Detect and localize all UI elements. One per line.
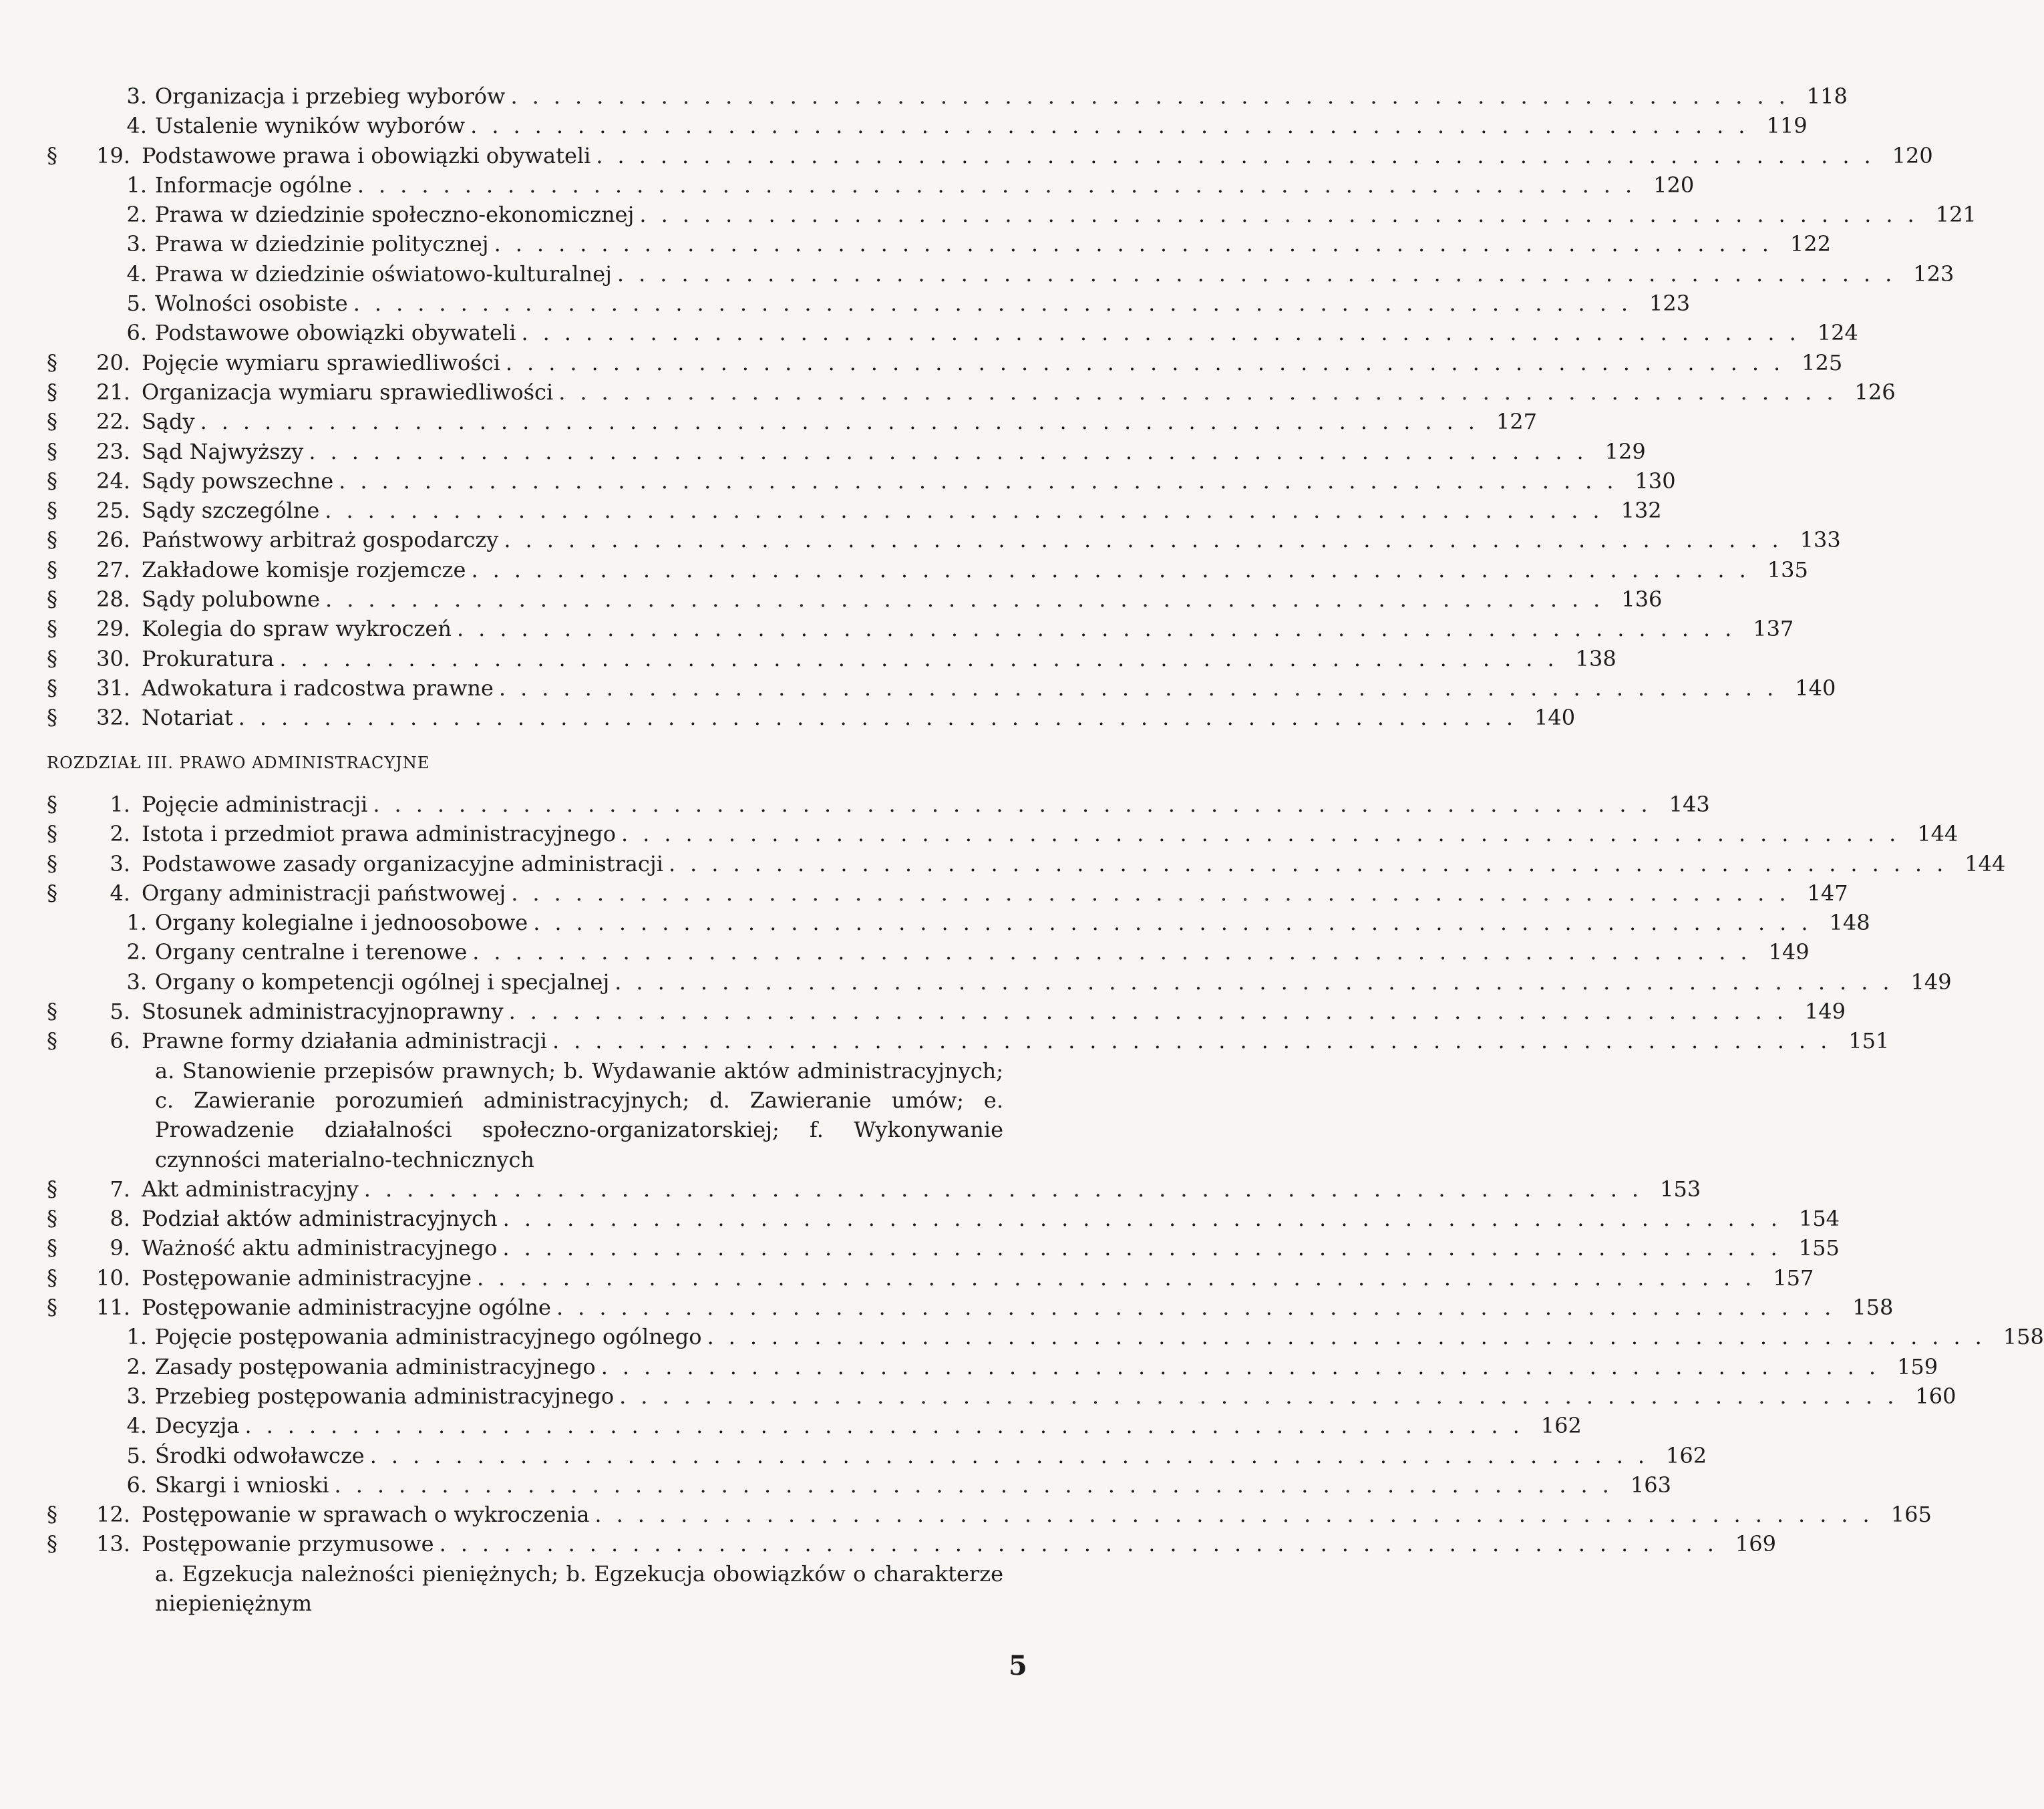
entry-title: Wolności osobiste xyxy=(155,291,348,317)
section-sign: § xyxy=(47,1265,57,1291)
toc-subentry xyxy=(47,1322,2044,1351)
section-sign: § xyxy=(47,705,57,731)
toc-entry xyxy=(47,997,1846,1026)
section-sign: § xyxy=(47,675,57,701)
entry-title-line xyxy=(142,1174,1701,1204)
toc-entry xyxy=(47,819,1958,848)
dot-leader: ............................................................ xyxy=(477,1265,1767,1291)
entry-title-line xyxy=(155,937,1810,967)
entry-number: 23. xyxy=(96,438,130,464)
dot-leader: ............................................................ xyxy=(556,1295,1846,1321)
entry-title-line xyxy=(142,555,1808,585)
entry-number: 2. xyxy=(126,1353,147,1379)
section-sign: § xyxy=(47,792,57,817)
entry-title-line xyxy=(142,1293,1894,1322)
section-sign: § xyxy=(47,616,57,642)
entry-page: 169 xyxy=(1735,1531,1776,1557)
toc-subentry xyxy=(47,170,1695,200)
toc-entry xyxy=(47,1293,1894,1322)
entry-page: 157 xyxy=(1773,1265,1814,1291)
toc-entry xyxy=(47,555,1808,585)
entry-title-line xyxy=(155,1470,1671,1500)
entry-title-line xyxy=(155,200,1977,229)
entry-number: 19. xyxy=(96,142,130,168)
entry-title-line xyxy=(142,673,1836,703)
dot-leader: ............................................................ xyxy=(621,821,1911,847)
section-sign: § xyxy=(47,1176,57,1202)
entry-title-line xyxy=(142,525,1841,554)
section-sign: § xyxy=(47,999,57,1025)
dot-leader: ............................................................ xyxy=(369,1442,1660,1468)
entry-title-line xyxy=(155,1322,2044,1351)
entry-title-line xyxy=(142,997,1846,1026)
dot-leader: ............................................................ xyxy=(494,231,1783,257)
entry-title-line xyxy=(142,819,1958,848)
dot-leader: ............................................................ xyxy=(363,1176,1654,1202)
entry-number: 4. xyxy=(126,113,147,139)
entry-title: Przebieg postępowania administracyjnego xyxy=(155,1383,615,1409)
entry-title-line xyxy=(142,1263,1814,1293)
entry-title-line xyxy=(155,81,1848,111)
entry-title: Skargi i wnioski xyxy=(155,1472,329,1498)
entry-title: Postępowanie administracyjne ogólne xyxy=(142,1295,551,1321)
entry-title-line xyxy=(142,407,1537,436)
entry-title-line xyxy=(142,496,1662,525)
entry-title: Organy kolegialne i jednoosobowe xyxy=(155,910,528,936)
entry-number: 2. xyxy=(126,202,147,228)
entry-title-line xyxy=(142,437,1646,466)
dot-leader: ............................................................ xyxy=(504,527,1794,553)
entry-number: 3. xyxy=(126,231,147,257)
toc-entry xyxy=(47,1500,1932,1529)
dot-leader: ............................................................ xyxy=(472,939,1762,965)
toc-entry xyxy=(47,673,1836,703)
entry-title: Organy administracji państwowej xyxy=(142,880,506,906)
dot-leader: ............................................................ xyxy=(325,498,1614,524)
entry-number: 4. xyxy=(126,1413,147,1439)
section-sign: § xyxy=(47,409,57,435)
entry-title-line xyxy=(155,289,1691,318)
entry-page: 165 xyxy=(1890,1502,1932,1528)
entry-title: Organy o kompetencji ogólnej i specjalnej xyxy=(155,969,610,995)
entry-title: Zasady postępowania administracyjnego xyxy=(155,1353,596,1379)
entry-page: 133 xyxy=(1800,527,1841,553)
entry-number: 24. xyxy=(96,468,130,494)
entry-page: 151 xyxy=(1848,1028,1890,1054)
entry-number: 9. xyxy=(110,1235,130,1261)
entry-title: Pojęcie postępowania administracyjnego ogólnego xyxy=(155,1324,702,1350)
toc-subpoints-paragraph: a. Egzekucja należności pieniężnych; b. Egzekucja obowiązków o charakterze niepieniężnym xyxy=(155,1560,1003,1617)
entry-page: 154 xyxy=(1798,1206,1840,1232)
dot-leader: ............................................................ xyxy=(533,910,1823,936)
entry-page: 123 xyxy=(1913,261,1954,287)
entry-number: 1. xyxy=(126,1324,147,1350)
entry-number: 32. xyxy=(96,705,130,731)
entry-number: 3. xyxy=(126,84,147,109)
entry-title: Podstawowe prawa i obowiązki obywateli xyxy=(142,142,591,168)
entry-title-line xyxy=(142,1233,1840,1263)
entry-title: Sądy powszechne xyxy=(142,468,334,494)
toc-entry xyxy=(47,849,2006,878)
dot-leader: ............................................................ xyxy=(502,1235,1792,1261)
dot-leader: ............................................................ xyxy=(238,705,1528,731)
toc-subentry xyxy=(47,111,1808,140)
dot-leader: ............................................................ xyxy=(594,1502,1884,1528)
entry-page: 137 xyxy=(1753,616,1794,642)
dot-leader: ............................................................ xyxy=(552,1028,1842,1054)
toc-entry xyxy=(47,348,1843,377)
entry-page: 118 xyxy=(1806,84,1848,109)
entry-page: 160 xyxy=(1915,1383,1956,1409)
entry-title-line xyxy=(155,1411,1582,1440)
entry-page: 162 xyxy=(1666,1442,1707,1468)
entry-number: 21. xyxy=(96,379,130,405)
toc-entry xyxy=(47,585,1663,614)
entry-title-line xyxy=(155,967,1952,997)
entry-number: 12. xyxy=(96,1502,130,1528)
entry-number: 28. xyxy=(96,587,130,613)
entry-title: Podstawowe obowiązki obywateli xyxy=(155,320,516,346)
entry-page: 148 xyxy=(1829,910,1870,936)
entry-page: 163 xyxy=(1630,1472,1671,1498)
toc-entry xyxy=(47,790,1710,819)
toc-entry xyxy=(47,1263,1814,1293)
entry-number: 29. xyxy=(96,616,130,642)
toc-entry xyxy=(47,466,1676,496)
dot-leader: ............................................................ xyxy=(668,850,1958,876)
toc-subentry xyxy=(47,1352,1938,1381)
entry-title: Adwokatura i radcostwa prawne xyxy=(142,675,494,701)
toc-entry xyxy=(47,496,1662,525)
toc-subentry xyxy=(47,81,1848,111)
dot-leader: ............................................................ xyxy=(639,202,1929,228)
entry-number: 27. xyxy=(96,556,130,583)
entry-title: Pojęcie wymiaru sprawiedliwości xyxy=(142,349,500,375)
entry-number: 1. xyxy=(126,910,147,936)
entry-number: 3. xyxy=(126,1383,147,1409)
entry-number: 1. xyxy=(110,792,130,817)
entry-page: 149 xyxy=(1768,939,1810,965)
toc-subentry xyxy=(47,200,1977,229)
toc-entry xyxy=(47,1529,1776,1558)
toc-subentry xyxy=(47,1381,1956,1411)
dot-leader: ............................................................ xyxy=(439,1531,1729,1557)
entry-title-line xyxy=(142,703,1576,732)
entry-page: 143 xyxy=(1669,792,1710,817)
entry-title-line xyxy=(155,111,1808,140)
toc-entry xyxy=(47,407,1537,436)
toc-subentry xyxy=(47,908,1870,937)
entry-number: 1. xyxy=(126,172,147,198)
dot-leader: ............................................................ xyxy=(596,142,1886,168)
toc-entry xyxy=(47,1233,1840,1263)
dot-leader: ............................................................ xyxy=(471,556,1761,583)
toc-subentry xyxy=(47,967,1952,997)
entry-page: 147 xyxy=(1807,880,1848,906)
entry-title: Informacje ogólne xyxy=(155,172,352,198)
dot-leader: ............................................................ xyxy=(558,379,1848,405)
entry-title: Postępowanie przymusowe xyxy=(142,1531,434,1557)
entry-number: 5. xyxy=(126,1442,147,1468)
entry-number: 20. xyxy=(96,349,130,375)
entry-title-line xyxy=(142,644,1616,673)
entry-number: 22. xyxy=(96,409,130,435)
section-sign: § xyxy=(47,349,57,375)
entry-title: Zakładowe komisje rozjemcze xyxy=(142,556,466,583)
dot-leader: ............................................................ xyxy=(502,1206,1792,1232)
entry-title: Organizacja wymiaru sprawiedliwości xyxy=(142,379,554,405)
toc-subentry xyxy=(47,289,1691,318)
entry-page: 162 xyxy=(1540,1413,1582,1439)
toc-subentry xyxy=(47,259,1954,289)
toc-entry xyxy=(47,1174,1701,1204)
entry-title-line xyxy=(142,466,1676,496)
entry-page: 123 xyxy=(1649,291,1691,317)
entry-title: Środki odwoławcze xyxy=(155,1442,365,1468)
entry-title-line xyxy=(142,878,1848,908)
section-sign: § xyxy=(47,850,57,876)
toc-subentry xyxy=(47,318,1858,347)
entry-number: 2. xyxy=(126,939,147,965)
entry-number: 13. xyxy=(96,1531,130,1557)
entry-title: Postępowanie w sprawach o wykroczenia xyxy=(142,1502,590,1528)
entry-title: Sądy xyxy=(142,409,195,435)
dot-leader: ............................................................ xyxy=(353,291,1643,317)
entry-number: 6. xyxy=(110,1028,130,1054)
section-sign: § xyxy=(47,1531,57,1557)
entry-title: Sąd Najwyższy xyxy=(142,438,304,464)
toc-list-part2 xyxy=(47,790,2044,1618)
entry-page: 144 xyxy=(1917,821,1958,847)
entry-number: 3. xyxy=(126,969,147,995)
entry-title: Prawa w dziedzinie społeczno-ekonomicznej xyxy=(155,202,635,228)
entry-title-line xyxy=(142,377,1896,407)
toc-subpoints-paragraph: a. Stanowienie przepisów prawnych; b. Wydawanie aktów administracyjnych; c. Zawieranie porozumień administracyjnych; d. Zawieranie umów; e. Prowadzenie działalności społeczno-organizatorskiej; f. Wykonywanie czynności materialno-technicznych xyxy=(155,1057,1003,1172)
dot-leader: ............................................................ xyxy=(373,792,1663,817)
page-number: 5 xyxy=(1009,1650,1027,1681)
entry-page: 158 xyxy=(1852,1295,1894,1321)
toc-entry xyxy=(47,878,1848,908)
section-sign: § xyxy=(47,527,57,553)
entry-title: Postępowanie administracyjne xyxy=(142,1265,472,1291)
section-sign: § xyxy=(47,645,57,671)
entry-page: 127 xyxy=(1496,409,1537,435)
entry-page: 155 xyxy=(1798,1235,1840,1261)
entry-title-line xyxy=(142,790,1710,819)
entry-title: Ważność aktu administracyjnego xyxy=(142,1235,498,1261)
dot-leader: ............................................................ xyxy=(279,645,1569,671)
entry-title-line xyxy=(142,1529,1776,1558)
toc-entry xyxy=(47,525,1841,554)
entry-title: Sądy polubowne xyxy=(142,587,321,613)
entry-page: 132 xyxy=(1621,498,1662,524)
toc-list-part1 xyxy=(47,81,1977,733)
dot-leader: ............................................................ xyxy=(470,113,1760,139)
entry-page: 159 xyxy=(1897,1353,1938,1379)
entry-number: 6. xyxy=(126,320,147,346)
entry-number: 2. xyxy=(110,821,130,847)
entry-title: Pojęcie administracji xyxy=(142,792,368,817)
entry-number: 6. xyxy=(126,1472,147,1498)
entry-number: 11. xyxy=(96,1295,130,1321)
dot-leader: ............................................................ xyxy=(325,587,1615,613)
entry-title-line xyxy=(142,585,1663,614)
dot-leader: ............................................................ xyxy=(619,1383,1909,1409)
entry-title: Kolegia do spraw wykroczeń xyxy=(142,616,452,642)
entry-number: 26. xyxy=(96,527,130,553)
entry-number: 10. xyxy=(96,1265,130,1291)
entry-title-line xyxy=(142,1204,1840,1233)
entry-page: 120 xyxy=(1653,172,1695,198)
entry-page: 125 xyxy=(1802,349,1843,375)
entry-title-line xyxy=(142,141,1933,170)
entry-page: 120 xyxy=(1892,142,1933,168)
entry-number: 25. xyxy=(96,498,130,524)
entry-page: 138 xyxy=(1575,645,1616,671)
entry-number: 8. xyxy=(110,1206,130,1232)
toc-subentry xyxy=(47,229,1831,259)
toc-subentry xyxy=(47,1441,1707,1470)
entry-page: 153 xyxy=(1660,1176,1701,1202)
entry-title: Istota i przedmiot prawa administracyjnego xyxy=(142,821,616,847)
entry-title-line xyxy=(155,1381,1956,1411)
dot-leader: ............................................................ xyxy=(456,616,1747,642)
entry-title: Organy centralne i terenowe xyxy=(155,939,468,965)
entry-title-line xyxy=(155,318,1858,347)
dot-leader: ............................................................ xyxy=(601,1353,1890,1379)
chapter-heading: ROZDZIAŁ III. PRAWO ADMINISTRACYJNE xyxy=(47,754,430,772)
section-sign: § xyxy=(47,880,57,906)
section-sign: § xyxy=(47,821,57,847)
entry-title: Notariat xyxy=(142,705,233,731)
entry-title-line xyxy=(155,908,1870,937)
entry-title: Organizacja i przebieg wyborów xyxy=(155,84,506,109)
entry-title: Prawne formy działania administracji xyxy=(142,1028,547,1054)
entry-page: 119 xyxy=(1766,113,1808,139)
dot-leader: ............................................................ xyxy=(334,1472,1624,1498)
entry-title: Podstawowe zasady organizacyjne administracji xyxy=(142,850,663,876)
dot-leader: ............................................................ xyxy=(498,675,1789,701)
section-sign: § xyxy=(47,587,57,613)
entry-title: Stosunek administracyjnoprawny xyxy=(142,999,504,1025)
entry-page: 124 xyxy=(1817,320,1858,346)
dot-leader: ............................................................ xyxy=(510,84,1800,109)
entry-page: 130 xyxy=(1635,468,1676,494)
section-sign: § xyxy=(47,142,57,168)
entry-number: 30. xyxy=(96,645,130,671)
section-sign: § xyxy=(47,1028,57,1054)
entry-page: 136 xyxy=(1621,587,1663,613)
toc-entry xyxy=(47,644,1616,673)
entry-page: 144 xyxy=(1965,850,2006,876)
dot-leader: ............................................................ xyxy=(508,999,1798,1025)
entry-title: Prokuratura xyxy=(142,645,275,671)
entry-title: Prawa w dziedzinie oświatowo-kulturalnej xyxy=(155,261,612,287)
section-sign: § xyxy=(47,438,57,464)
dot-leader: ............................................................ xyxy=(244,1413,1534,1439)
entry-number: 3. xyxy=(110,850,130,876)
dot-leader: ............................................................ xyxy=(707,1324,1997,1350)
entry-title: Podział aktów administracyjnych xyxy=(142,1206,498,1232)
dot-leader: ............................................................ xyxy=(521,320,1811,346)
entry-title: Akt administracyjny xyxy=(142,1176,359,1202)
entry-number: 7. xyxy=(110,1176,130,1202)
entry-number: 5. xyxy=(126,291,147,317)
entry-number: 5. xyxy=(110,999,130,1025)
entry-title-line xyxy=(155,229,1831,259)
dot-leader: ............................................................ xyxy=(357,172,1647,198)
entry-page: 122 xyxy=(1790,231,1831,257)
dot-leader: ............................................................ xyxy=(200,409,1490,435)
entry-title-line xyxy=(142,1026,1890,1055)
dot-leader: ............................................................ xyxy=(511,880,1801,906)
entry-page: 121 xyxy=(1935,202,1977,228)
toc-subentry xyxy=(47,1411,1582,1440)
entry-title-line xyxy=(142,348,1843,377)
entry-page: 126 xyxy=(1854,379,1896,405)
entry-title: Prawa w dziedzinie politycznej xyxy=(155,231,489,257)
section-sign: § xyxy=(47,1295,57,1321)
entry-page: 149 xyxy=(1910,969,1952,995)
toc-subentry xyxy=(47,937,1810,967)
entry-number: 31. xyxy=(96,675,130,701)
toc-entry xyxy=(47,1204,1840,1233)
entry-title-line xyxy=(155,1441,1707,1470)
dot-leader: ............................................................ xyxy=(309,438,1598,464)
toc-subentry xyxy=(47,1470,1671,1500)
entry-title-line xyxy=(155,170,1695,200)
entry-page: 135 xyxy=(1767,556,1808,583)
entry-page: 129 xyxy=(1604,438,1646,464)
toc-entry xyxy=(47,1026,1890,1055)
entry-title-line xyxy=(155,1352,1938,1381)
entry-title: Państwowy arbitraż gospodarczy xyxy=(142,527,499,553)
entry-page: 140 xyxy=(1795,675,1836,701)
section-sign: § xyxy=(47,468,57,494)
section-sign: § xyxy=(47,1502,57,1528)
entry-title-line xyxy=(142,849,2006,878)
section-sign: § xyxy=(47,556,57,583)
entry-title-line xyxy=(142,614,1794,643)
entry-page: 149 xyxy=(1804,999,1846,1025)
toc-entry xyxy=(47,437,1646,466)
dot-leader: ............................................................ xyxy=(617,261,1907,287)
entry-title: Ustalenie wyników wyborów xyxy=(155,113,466,139)
toc-entry xyxy=(47,703,1576,732)
section-sign: § xyxy=(47,1235,57,1261)
toc-entry xyxy=(47,614,1794,643)
section-sign: § xyxy=(47,1206,57,1232)
entry-page: 140 xyxy=(1534,705,1576,731)
entry-title-line xyxy=(155,259,1954,289)
toc-entry xyxy=(47,377,1896,407)
entry-number: 4. xyxy=(126,261,147,287)
toc-entry xyxy=(47,141,1933,170)
dot-leader: ............................................................ xyxy=(339,468,1629,494)
entry-title: Decyzja xyxy=(155,1413,240,1439)
entry-number: 4. xyxy=(110,880,130,906)
entry-title: Sądy szczególne xyxy=(142,498,320,524)
section-sign: § xyxy=(47,498,57,524)
section-sign: § xyxy=(47,379,57,405)
dot-leader: ............................................................ xyxy=(505,349,1796,375)
entry-page: 158 xyxy=(2003,1324,2044,1350)
entry-title-line xyxy=(142,1500,1932,1529)
dot-leader: ............................................................ xyxy=(615,969,1904,995)
